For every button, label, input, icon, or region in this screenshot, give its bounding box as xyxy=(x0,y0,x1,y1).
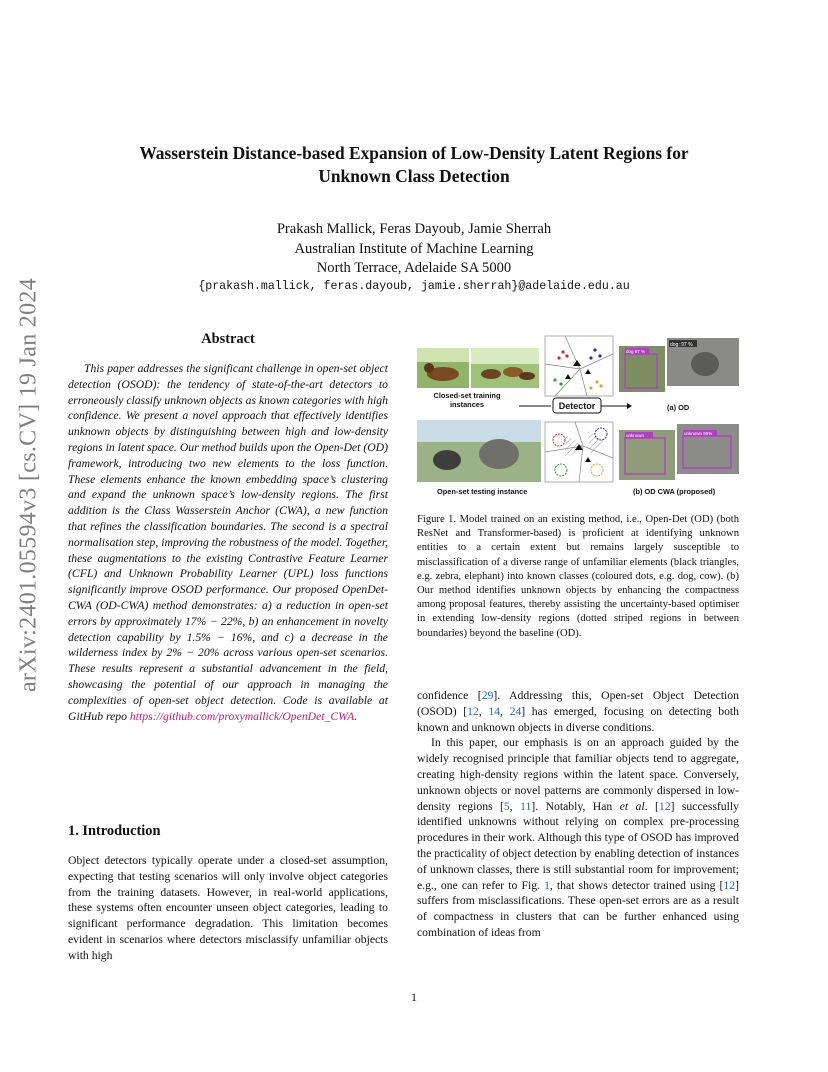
text: , xyxy=(509,799,521,813)
intro-heading: 1. Introduction xyxy=(68,823,161,839)
right-paragraph-1 xyxy=(417,688,739,735)
text: ]. Addressing this, Open-set Object Detection (OSOD) [ xyxy=(417,689,739,718)
det-label-unknown-99: unknown 99% xyxy=(684,431,713,436)
title-line-1: Wasserstein Distance-based Expansion of Low-Density Latent Regions for xyxy=(139,143,689,163)
label-test: Open-set testing instance xyxy=(437,487,528,496)
text: , xyxy=(500,704,510,718)
label-train-2: instances xyxy=(449,400,485,409)
citation-link[interactable]: 11 xyxy=(520,799,532,813)
citation-link[interactable]: 12 xyxy=(723,878,736,892)
right-column-text xyxy=(417,688,739,941)
latent-space-cwa xyxy=(545,422,613,482)
text: , xyxy=(478,704,489,718)
citation-link[interactable]: 29 xyxy=(481,689,494,702)
horses-photo xyxy=(471,348,539,388)
arxiv-stamp xyxy=(14,277,44,693)
title-line-2: Unknown Class Detection xyxy=(318,166,510,186)
text: ] has emerged, focusing on detecting both known and unknown objects in diverse conditions. xyxy=(417,704,739,734)
intro-text: Object detectors typically operate under a closed-set assumption, expecting that testing scenarios will only involve object categories from the training datasets. However, in real-world applications, these systems often encounter unseen object categories, leading to significant performance degradation. This limitation becomes evident in scenarios where detectors misclassify unfamiliar objects with high xyxy=(68,854,388,962)
text: In this paper, our emphasis is on an approach guided by the widely recognised principle that familiar objects tend to aggregate, creating high-density regions within the latent space. Conversely, unknown objects or novel patterns are commonly dispersed in low-density regions [ xyxy=(417,736,739,813)
det-label-unknown: unknown xyxy=(626,433,645,438)
authors: Prakash Mallick, Feras Dayoub, Jamie Sherrah xyxy=(276,221,552,237)
citation-link[interactable]: 5 xyxy=(503,799,510,813)
right-paragraph-2 xyxy=(417,735,739,940)
abstract-end: . xyxy=(354,709,358,723)
text: . [ xyxy=(644,799,659,813)
zebra-elephant-photo xyxy=(417,420,541,482)
citation-link[interactable]: 12 xyxy=(658,799,671,813)
figure-1 xyxy=(415,334,741,500)
abstract-text: This paper addresses the significant challenge in open-set object detection (OSOD): the tendency of state-of-the-art detectors to erroneously classify unknown objects as known categories with high confidence. We present a novel approach that effectively identifies unknown objects by distinguishing between high and low-density regions in latent space. Our method builds upon the Open-Det (OD) framework, introducing two new elements to the loss function. These elements enhance the known embedding space’s clustering and expand the unknown space’s low-density regions. The first addition is the Class Wasserstein Anchor (CWA), a new function that refines the classification boundaries. The second is a spectral normalisation step, improving the robustness of the model. Together, these augmentations to the existing Contrastive Feature Learner (CFL) and Unknown Probability Learner (UPL) loss functions significantly improve OSOD performance. Our proposed OpenDet-CWA (OD-CWA) method demonstrates: a) a reduction in open-set errors by approximately 17% − 22%, b) an enhancement in novelty detection capability by 1.5% − 16%, and c) a decrease in the wilderness index by 2% − 20% across various open-set scenarios. These results represent a substantial advancement in the field, showcasing the potential of our approach in managing the complexities of open-set object detection. Code is available at GitHub repo xyxy=(68,362,388,723)
latent-space-od xyxy=(545,336,613,396)
text: ]. Notably, Han xyxy=(531,799,620,813)
citation-link[interactable]: 24 xyxy=(509,704,522,718)
dog-photo xyxy=(417,348,469,388)
text: confidence [ xyxy=(417,689,482,702)
author-block xyxy=(100,220,728,279)
et-al: et al xyxy=(619,799,645,813)
label-train: Closed-set training xyxy=(433,391,501,400)
citation-link[interactable]: 12 xyxy=(467,704,479,718)
detector-label: Detector xyxy=(558,401,596,411)
affiliation: Australian Institute of Machine Learning xyxy=(294,240,534,257)
figure-caption: Figure 1. Model trained on an existing method, i.e., Open-Det (OD) (both ResNet and Transformer-based) is proficient at identifying unknown entities to a certain extent but remains largely susceptible to misclassification of a diverse range of unfamiliar elements (black triangles, e.g. zebra, elephant) into known classes (coloured dots, e.g. dog, cow). (b) Our method identifies unknown objects by enhancing the compactness among proposal features, thereby assisting the uncertainty-based optimiser in extending low-density regions (dotted striped regions in between boundaries) beyond the baseline (OD). xyxy=(417,514,739,639)
arxiv-stamp-text: arXiv:2401.05594v3 [cs.CV] 19 Jan 2024 xyxy=(15,277,42,693)
page-number: 1 xyxy=(411,990,417,1004)
text: ] suffers from misclassifications. These open-set errors are as a result of compactness in clusters that can be further enhanced using combination of ideas from xyxy=(417,878,739,939)
github-link[interactable]: https://github.com/proxymallick/OpenDet_CWA xyxy=(129,709,355,723)
intro-paragraph xyxy=(68,853,388,964)
figure-link[interactable]: 1 xyxy=(544,878,550,892)
detection-elephant-od xyxy=(667,338,739,386)
det-label-dog: dog 87 % xyxy=(626,349,646,354)
text: ] successfully identified unknowns without relying on complex pre-processing procedures in their work. Although this type of OSOD has improved the practicality of object detection by enabling detection of instances of unknown classes, there is still substantial room for improvement; e.g., one can refer to Fig. xyxy=(417,799,739,892)
text: , that shows detector trained using [ xyxy=(549,878,724,892)
detection-zebra-cwa xyxy=(619,430,675,480)
detection-elephant-cwa xyxy=(677,424,739,474)
label-od: (a) OD xyxy=(667,403,690,412)
citation-link[interactable]: 14 xyxy=(488,704,501,718)
arrow-head xyxy=(627,403,632,409)
address: North Terrace, Adelaide SA 5000 xyxy=(316,260,512,277)
paper-title xyxy=(60,142,768,188)
detection-dog-od xyxy=(619,346,665,392)
email[interactable]: {prakash.mallick, feras.dayoub, jamie.sherrah}@adelaide.edu.au xyxy=(198,280,630,293)
label-cwa: (b) OD CWA (proposed) xyxy=(633,487,716,496)
abstract xyxy=(68,361,388,724)
det-label-dog-97: dog: 97 % xyxy=(670,342,693,348)
abstract-heading: Abstract xyxy=(201,331,255,347)
